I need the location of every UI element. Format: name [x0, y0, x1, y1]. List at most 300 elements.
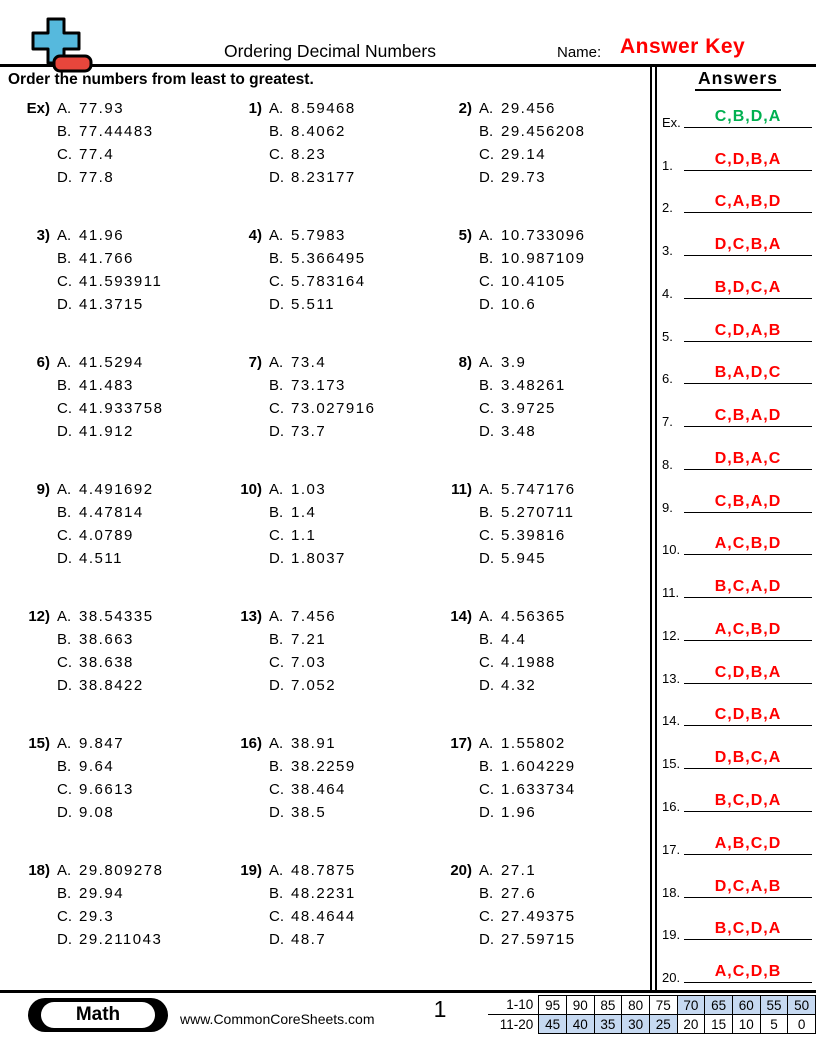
- choice-row: [269, 224, 366, 247]
- choice-letter: A.: [479, 100, 494, 117]
- choice-row: [479, 120, 585, 143]
- choice-row: [269, 628, 336, 651]
- answer-row: [662, 391, 812, 434]
- choice-letter: A.: [479, 481, 494, 498]
- choice-row: [269, 882, 356, 905]
- choice-value: 38.663: [79, 631, 134, 648]
- choice-row: [269, 293, 366, 316]
- problem-number: 4): [248, 227, 262, 244]
- choice-row: [57, 547, 154, 570]
- choice-value: 4.0789: [79, 527, 134, 544]
- choice-letter: A.: [479, 227, 494, 244]
- answer-number-label: 18.: [662, 884, 681, 900]
- choice-letter: B.: [57, 758, 72, 775]
- choice-letter: D.: [57, 169, 72, 186]
- answer-value: C,D,B,A: [714, 663, 782, 681]
- answer-row: [662, 691, 812, 734]
- choice-letter: C.: [479, 654, 494, 671]
- choice-row: [57, 674, 154, 697]
- score-cell: 15: [705, 1015, 733, 1034]
- choice-letter: B.: [479, 631, 494, 648]
- choice-row: [479, 755, 576, 778]
- answer-row: [662, 947, 812, 990]
- answer-number-label: 16.: [662, 799, 681, 815]
- choice-value: 1.604229: [501, 758, 576, 775]
- choice-row: [269, 420, 375, 443]
- answer-blank-line: [684, 383, 812, 384]
- score-cell: 70: [677, 996, 705, 1015]
- score-cell: 85: [594, 996, 622, 1015]
- choice-row: [269, 143, 356, 166]
- choice-letter: A.: [479, 354, 494, 371]
- subject-badge: [28, 998, 168, 1032]
- choice-row: [269, 166, 356, 189]
- choice-list: [57, 351, 163, 478]
- problem: [428, 605, 650, 732]
- sidebar-divider: [650, 66, 657, 990]
- choice-row: [57, 166, 154, 189]
- choice-value: 4.511: [79, 550, 123, 567]
- answer-blank-line: [684, 982, 812, 983]
- problem: [428, 478, 650, 605]
- answer-number-label: 9.: [662, 499, 673, 515]
- choice-value: 41.5294: [79, 354, 144, 371]
- plus-minus-logo: [24, 16, 98, 76]
- choice-value: 4.47814: [79, 504, 144, 521]
- choice-value: 38.91: [291, 735, 337, 752]
- choice-letter: B.: [269, 123, 284, 140]
- score-cell: 75: [649, 996, 677, 1015]
- choice-list: [57, 605, 154, 732]
- choice-letter: A.: [57, 354, 72, 371]
- choice-letter: A.: [269, 227, 284, 244]
- choice-value: 5.270711: [501, 504, 575, 521]
- minus-icon: [54, 56, 91, 71]
- problem: [218, 859, 428, 986]
- choice-value: 29.809278: [79, 862, 164, 879]
- choice-value: 9.6613: [79, 781, 134, 798]
- choice-value: 29.94: [79, 885, 125, 902]
- choice-letter: A.: [269, 735, 284, 752]
- answer-blank-line: [684, 341, 812, 342]
- choice-value: 4.1988: [501, 654, 556, 671]
- choice-row: [479, 628, 566, 651]
- choice-row: [479, 928, 576, 951]
- choice-value: 8.23: [291, 146, 327, 163]
- answer-blank-line: [684, 170, 812, 171]
- answer-row: [662, 263, 812, 306]
- problem: [218, 97, 428, 224]
- choice-row: [57, 120, 154, 143]
- answer-row: [662, 349, 812, 392]
- choice-value: 77.93: [79, 100, 125, 117]
- choice-value: 7.052: [291, 677, 337, 694]
- answer-value: B,C,D,A: [714, 920, 782, 938]
- problem: [6, 478, 218, 605]
- answer-row: [662, 520, 812, 563]
- choice-letter: D.: [479, 550, 494, 567]
- choice-value: 27.1: [501, 862, 537, 879]
- answer-value: C,A,B,D: [714, 193, 782, 211]
- choice-value: 73.4: [291, 354, 327, 371]
- choice-row: [269, 501, 346, 524]
- choice-letter: A.: [269, 354, 284, 371]
- score-cell: 30: [622, 1015, 650, 1034]
- choice-row: [269, 928, 356, 951]
- score-cell: 10: [732, 1015, 760, 1034]
- choice-value: 29.456208: [501, 123, 586, 140]
- choice-row: [479, 420, 566, 443]
- choice-row: [479, 397, 566, 420]
- choice-list: [57, 478, 154, 605]
- choice-list: [479, 478, 576, 605]
- choice-letter: C.: [479, 400, 494, 417]
- choice-value: 7.03: [291, 654, 327, 671]
- choice-value: 1.96: [501, 804, 537, 821]
- answer-value: C,B,A,D: [714, 492, 782, 510]
- answer-row: [662, 862, 812, 905]
- choice-letter: A.: [57, 100, 72, 117]
- choice-letter: D.: [57, 423, 72, 440]
- choice-letter: D.: [269, 804, 284, 821]
- choice-letter: C.: [269, 654, 284, 671]
- answer-number-label: 13.: [662, 670, 681, 686]
- choice-letter: C.: [479, 527, 494, 544]
- choice-letter: C.: [57, 146, 72, 163]
- choice-row: [269, 374, 375, 397]
- problem: [428, 351, 650, 478]
- problem-number: 1): [248, 100, 262, 117]
- score-cell: 5: [760, 1015, 788, 1034]
- choice-value: 41.3715: [79, 296, 144, 313]
- answer-number-label: 6.: [662, 371, 673, 387]
- choice-row: [479, 674, 566, 697]
- choice-letter: C.: [269, 908, 284, 925]
- choice-letter: B.: [57, 504, 72, 521]
- choice-letter: B.: [269, 631, 284, 648]
- choice-letter: D.: [57, 550, 72, 567]
- score-cell: 50: [788, 996, 816, 1015]
- choice-row: [269, 351, 375, 374]
- choice-list: [57, 732, 134, 859]
- choice-row: [57, 651, 154, 674]
- answer-blank-line: [684, 683, 812, 684]
- score-cell: 45: [539, 1015, 567, 1034]
- choice-value: 5.39816: [501, 527, 566, 544]
- choice-row: [269, 674, 336, 697]
- choice-value: 48.7875: [291, 862, 356, 879]
- choice-letter: C.: [269, 146, 284, 163]
- choice-letter: C.: [57, 273, 72, 290]
- answer-value: B,A,D,C: [714, 364, 782, 382]
- choice-value: 41.593911: [79, 273, 163, 290]
- choice-list: [57, 224, 162, 351]
- score-cell: 80: [622, 996, 650, 1015]
- choice-value: 38.5: [291, 804, 327, 821]
- choice-value: 48.4644: [291, 908, 356, 925]
- choice-row: [269, 397, 375, 420]
- score-range-label: 1-10: [488, 996, 539, 1015]
- choice-value: 1.633734: [501, 781, 576, 798]
- choice-letter: D.: [269, 296, 284, 313]
- choice-letter: D.: [479, 931, 494, 948]
- choice-row: [57, 605, 154, 628]
- problem-number: 11): [451, 481, 472, 498]
- problem-number: 3): [36, 227, 50, 244]
- answer-number-label: Ex.: [662, 114, 681, 130]
- problem: [6, 732, 218, 859]
- choice-value: 29.73: [501, 169, 547, 186]
- choice-letter: C.: [57, 654, 72, 671]
- answer-number-label: 5.: [662, 328, 673, 344]
- answer-blank-line: [684, 811, 812, 812]
- answer-blank-line: [684, 854, 812, 855]
- choice-value: 41.933758: [79, 400, 164, 417]
- choice-letter: B.: [269, 377, 284, 394]
- choice-letter: C.: [57, 527, 72, 544]
- choice-letter: B.: [479, 377, 494, 394]
- choice-row: [269, 120, 356, 143]
- choice-row: [479, 905, 576, 928]
- problem: [428, 859, 650, 986]
- choice-value: 38.464: [291, 781, 346, 798]
- choice-value: 3.9: [501, 354, 527, 371]
- answer-value: A,C,D,B: [714, 963, 782, 981]
- choice-row: [479, 166, 585, 189]
- problem-number: 19): [240, 862, 262, 879]
- answer-value: C,D,B,A: [714, 706, 782, 724]
- answer-number-label: 11.: [662, 585, 680, 601]
- choice-row: [269, 905, 356, 928]
- choice-value: 29.211043: [79, 931, 163, 948]
- choice-value: 10.4105: [501, 273, 566, 290]
- problem: [6, 859, 218, 986]
- choice-letter: A.: [57, 608, 72, 625]
- answer-blank-line: [684, 768, 812, 769]
- choice-letter: C.: [479, 908, 494, 925]
- choice-letter: D.: [269, 169, 284, 186]
- header-divider: [0, 64, 816, 67]
- choice-row: [479, 547, 576, 570]
- choice-letter: B.: [57, 631, 72, 648]
- choice-row: [269, 778, 356, 801]
- choice-row: [57, 732, 134, 755]
- choice-row: [57, 247, 162, 270]
- choice-row: [479, 501, 576, 524]
- answer-value: A,C,B,D: [714, 620, 782, 638]
- answer-blank-line: [684, 255, 812, 256]
- choice-row: [57, 501, 154, 524]
- choice-letter: A.: [269, 481, 284, 498]
- choice-list: [479, 859, 576, 986]
- choice-letter: A.: [269, 862, 284, 879]
- choice-letter: D.: [269, 550, 284, 567]
- score-cell: 95: [539, 996, 567, 1015]
- choice-letter: B.: [269, 885, 284, 902]
- answer-value: B,D,C,A: [714, 278, 782, 296]
- choice-row: [269, 732, 356, 755]
- answer-value: B,C,D,A: [714, 792, 782, 810]
- choice-letter: B.: [57, 885, 72, 902]
- choice-value: 3.48261: [501, 377, 566, 394]
- choice-row: [269, 859, 356, 882]
- problem: [218, 478, 428, 605]
- choice-row: [479, 478, 576, 501]
- answer-blank-line: [684, 897, 812, 898]
- answer-number-label: 1.: [662, 157, 673, 173]
- choice-row: [57, 628, 154, 651]
- choice-row: [479, 97, 585, 120]
- answer-blank-line: [684, 426, 812, 427]
- answer-row: [662, 92, 812, 135]
- choice-value: 10.987109: [501, 250, 586, 267]
- answer-blank-line: [684, 640, 812, 641]
- choice-letter: B.: [479, 504, 494, 521]
- choice-list: [479, 732, 576, 859]
- choice-row: [57, 351, 163, 374]
- score-table: [488, 995, 816, 1034]
- choice-letter: C.: [269, 527, 284, 544]
- choice-row: [479, 651, 566, 674]
- problem: [6, 97, 218, 224]
- choice-letter: C.: [57, 908, 72, 925]
- choice-row: [479, 605, 566, 628]
- choice-row: [57, 478, 154, 501]
- answer-value: C,D,B,A: [714, 150, 782, 168]
- choice-letter: D.: [57, 677, 72, 694]
- choice-value: 77.8: [79, 169, 115, 186]
- choice-row: [479, 859, 576, 882]
- problem-number: 20): [450, 862, 472, 879]
- choice-value: 5.783164: [291, 273, 366, 290]
- answer-blank-line: [684, 212, 812, 213]
- choice-value: 29.3: [79, 908, 115, 925]
- answer-number-label: 8.: [662, 456, 673, 472]
- choice-letter: A.: [57, 735, 72, 752]
- choice-letter: B.: [57, 123, 72, 140]
- footer-divider: [0, 990, 816, 993]
- choice-letter: A.: [479, 735, 494, 752]
- answer-blank-line: [684, 298, 812, 299]
- choice-letter: B.: [479, 885, 494, 902]
- choice-letter: C.: [269, 273, 284, 290]
- choice-value: 48.7: [291, 931, 327, 948]
- choice-value: 77.44483: [79, 123, 154, 140]
- answer-row: [662, 605, 812, 648]
- problem: [428, 97, 650, 224]
- choice-row: [479, 801, 576, 824]
- choice-row: [269, 478, 346, 501]
- choice-row: [57, 293, 162, 316]
- answer-number-label: 2.: [662, 200, 673, 216]
- answer-blank-line: [684, 512, 812, 513]
- choice-row: [57, 97, 154, 120]
- choice-letter: A.: [479, 608, 494, 625]
- answer-number-label: 10.: [662, 542, 681, 558]
- answer-number-label: 20.: [662, 970, 681, 986]
- choice-row: [57, 905, 163, 928]
- problems-grid: [6, 97, 650, 986]
- choice-row: [479, 270, 585, 293]
- choice-value: 73.7: [291, 423, 327, 440]
- answer-blank-line: [684, 597, 812, 598]
- problem-number: 10): [240, 481, 262, 498]
- problem: [218, 732, 428, 859]
- choice-value: 29.456: [501, 100, 556, 117]
- choice-letter: D.: [479, 169, 494, 186]
- problem-number: 8): [458, 354, 472, 371]
- problem-number: 18): [28, 862, 50, 879]
- choice-value: 5.945: [501, 550, 547, 567]
- choice-value: 9.847: [79, 735, 125, 752]
- choice-letter: A.: [269, 608, 284, 625]
- problem: [428, 732, 650, 859]
- choice-value: 38.8422: [79, 677, 144, 694]
- choice-row: [269, 97, 356, 120]
- choice-letter: C.: [269, 781, 284, 798]
- choice-value: 41.766: [79, 250, 134, 267]
- problem: [218, 351, 428, 478]
- score-cell: 20: [677, 1015, 705, 1034]
- score-cell: 55: [760, 996, 788, 1015]
- choice-letter: D.: [269, 423, 284, 440]
- choice-value: 1.4: [291, 504, 317, 521]
- answer-blank-line: [684, 554, 812, 555]
- choice-letter: C.: [479, 781, 494, 798]
- problem: [6, 224, 218, 351]
- answer-row: [662, 306, 812, 349]
- choice-list: [479, 224, 585, 351]
- answer-blank-line: [684, 127, 812, 128]
- answer-row: [662, 819, 812, 862]
- score-cell: 65: [705, 996, 733, 1015]
- choice-row: [269, 605, 336, 628]
- choice-value: 10.6: [501, 296, 537, 313]
- choice-value: 9.64: [79, 758, 115, 775]
- score-cell: 35: [594, 1015, 622, 1034]
- choice-letter: C.: [479, 273, 494, 290]
- choice-letter: A.: [57, 862, 72, 879]
- choice-value: 29.14: [501, 146, 547, 163]
- problem-number: 7): [248, 354, 262, 371]
- answer-value: C,B,A,D: [714, 407, 782, 425]
- problem: [6, 351, 218, 478]
- name-label: Name:: [557, 44, 602, 61]
- choice-row: [479, 351, 566, 374]
- choice-list: [269, 478, 346, 605]
- choice-value: 1.1: [291, 527, 317, 544]
- choice-row: [479, 882, 576, 905]
- choice-value: 1.8037: [291, 550, 346, 567]
- choice-row: [57, 524, 154, 547]
- score-cell: 40: [566, 1015, 594, 1034]
- problem-number: 13): [240, 608, 262, 625]
- page-number: 1: [433, 996, 447, 1022]
- answer-value: D,B,A,C: [714, 449, 782, 467]
- choice-letter: D.: [269, 677, 284, 694]
- choice-value: 7.21: [291, 631, 327, 648]
- choice-letter: D.: [269, 931, 284, 948]
- choice-row: [269, 247, 366, 270]
- choice-value: 4.4: [501, 631, 527, 648]
- choice-list: [479, 605, 566, 732]
- choice-value: 27.6: [501, 885, 537, 902]
- choice-value: 77.4: [79, 146, 115, 163]
- choice-letter: D.: [479, 677, 494, 694]
- choice-value: 27.49375: [501, 908, 576, 925]
- choice-letter: B.: [269, 504, 284, 521]
- choice-letter: D.: [57, 804, 72, 821]
